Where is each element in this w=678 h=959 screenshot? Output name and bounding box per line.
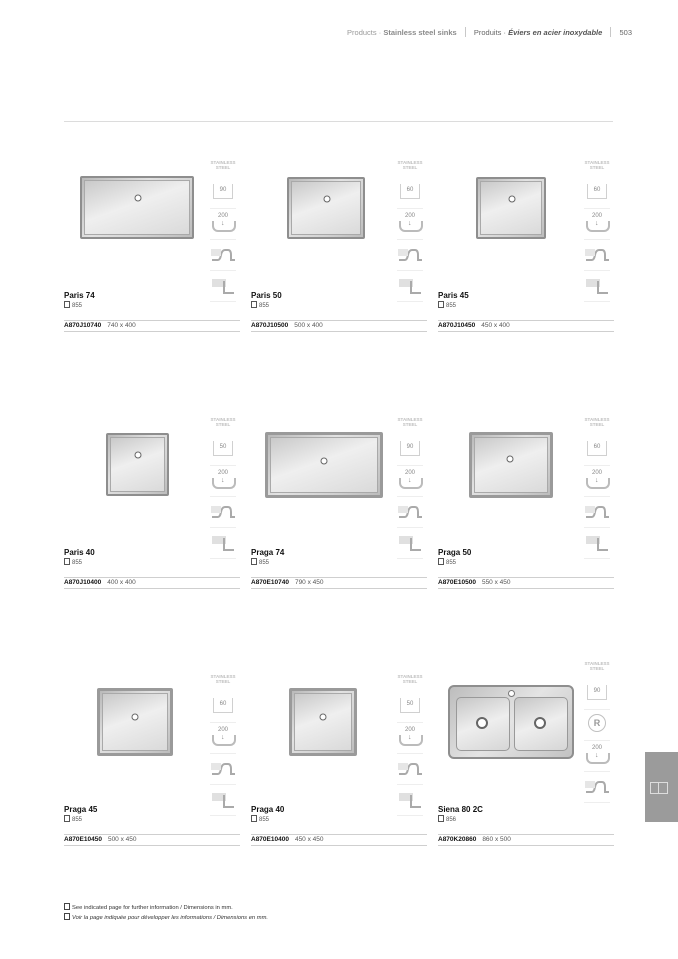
product-card[interactable] — [251, 417, 427, 627]
product-code-row — [438, 834, 614, 846]
stainless-steel-icon: STAINLESS STEEL — [397, 674, 423, 684]
page-reference: 855 — [438, 558, 456, 566]
undermount-icon — [210, 532, 236, 559]
cabinet-width-icon: 60 — [584, 182, 610, 209]
product-dimensions: 450 x 400 — [481, 322, 510, 329]
cabinet-width-icon: 90 — [397, 439, 423, 466]
inset-mount-icon — [210, 501, 236, 528]
page-reference: 855 — [64, 558, 82, 566]
page-icon — [251, 815, 257, 822]
tap-hole — [508, 690, 515, 697]
inset-mount-icon — [397, 758, 423, 785]
drain-icon — [507, 456, 514, 463]
bowl-depth-icon: 200 ↓ — [584, 213, 610, 240]
product-card[interactable] — [64, 674, 240, 884]
product-code: A870E10740 — [251, 579, 289, 586]
drain-icon — [476, 717, 488, 729]
sink-image — [97, 688, 173, 756]
page-icon — [438, 301, 444, 308]
product-code-row — [438, 577, 614, 589]
sink-image — [469, 432, 553, 498]
product-name: Praga 40 — [251, 805, 285, 814]
stainless-steel-icon: STAINLESS STEEL — [584, 417, 610, 427]
product-code: A870K20860 — [438, 836, 477, 843]
product-name: Praga 50 — [438, 548, 472, 557]
bowl-depth-icon: 200 ↓ — [210, 727, 236, 754]
feature-icons — [210, 674, 240, 820]
sink-image — [80, 176, 194, 239]
drain-icon — [534, 717, 546, 729]
undermount-icon — [210, 789, 236, 816]
undermount-icon — [397, 789, 423, 816]
page-reference: 855 — [438, 301, 456, 309]
bowl-depth-icon: 200 ↓ — [210, 213, 236, 240]
top-rule — [64, 121, 613, 122]
cabinet-width-icon: 90 — [210, 182, 236, 209]
product-name: Paris 40 — [64, 548, 95, 557]
stainless-steel-icon: STAINLESS STEEL — [397, 160, 423, 170]
product-code-row — [251, 320, 427, 332]
cabinet-width-icon: 60 — [397, 182, 423, 209]
stainless-steel-icon: STAINLESS STEEL — [210, 674, 236, 684]
drain-icon — [509, 196, 516, 203]
page-reference: 855 — [251, 301, 269, 309]
product-name: Paris 74 — [64, 291, 95, 300]
product-card[interactable] — [251, 160, 427, 370]
header-divider — [610, 27, 611, 37]
page-reference: 856 — [438, 815, 456, 823]
stainless-steel-icon: STAINLESS STEEL — [397, 417, 423, 427]
product-code: A870E10400 — [251, 836, 289, 843]
product-code: A870E10500 — [438, 579, 476, 586]
cabinet-width-icon: 50 — [397, 696, 423, 723]
feature-icons — [584, 661, 614, 807]
breadcrumb-products-fr: Produits — [473, 28, 502, 37]
product-code-row — [251, 834, 427, 846]
sink-image — [287, 177, 365, 239]
product-dimensions: 500 x 450 — [107, 836, 137, 843]
page-icon — [251, 558, 257, 565]
cabinet-width-icon: 60 — [584, 439, 610, 466]
product-dimensions: 550 x 450 — [481, 579, 511, 586]
sink-image — [265, 432, 383, 498]
stainless-steel-icon: STAINLESS STEEL — [584, 661, 610, 671]
feature-icons — [210, 160, 240, 306]
product-dimensions: 450 x 450 — [294, 836, 324, 843]
sink-image — [289, 688, 357, 756]
page-header: Products · Stainless steel sinks Produits · Éviers en acier inoxydable 503 — [347, 28, 632, 37]
feature-icons — [397, 160, 427, 306]
inset-mount-icon — [584, 776, 610, 803]
page-icon — [64, 903, 70, 910]
page-icon — [438, 558, 444, 565]
undermount-icon — [584, 532, 610, 559]
product-name: Paris 50 — [251, 291, 282, 300]
inset-mount-icon — [584, 501, 610, 528]
product-dimensions: 740 x 400 — [107, 322, 136, 329]
product-name: Siena 80 2C — [438, 805, 483, 814]
product-code: A870J10450 — [438, 322, 476, 329]
drain-icon — [324, 196, 331, 203]
inset-mount-icon — [397, 501, 423, 528]
feature-icons — [210, 417, 240, 563]
cabinet-width-icon: 90 — [584, 683, 610, 710]
product-code: A870J10500 — [251, 322, 289, 329]
sink-image — [448, 685, 574, 759]
feature-icons — [397, 417, 427, 563]
stainless-steel-icon: STAINLESS STEEL — [584, 160, 610, 170]
product-card[interactable] — [64, 160, 240, 370]
product-code-row — [64, 320, 240, 332]
product-code-row — [64, 834, 240, 846]
product-card[interactable] — [64, 417, 240, 627]
undermount-icon — [584, 275, 610, 302]
header-divider — [465, 27, 466, 37]
feature-icons — [584, 160, 614, 306]
undermount-icon — [210, 275, 236, 302]
drain-icon — [320, 714, 327, 721]
sink-image — [476, 177, 546, 239]
undermount-icon — [397, 532, 423, 559]
page-number: 503 — [619, 28, 632, 37]
bowl-depth-icon: 200 ↓ — [584, 745, 610, 772]
product-dimensions: 860 x 500 — [482, 836, 511, 843]
page-icon — [438, 815, 444, 822]
section-tab[interactable] — [645, 752, 678, 822]
product-dimensions: 500 x 400 — [294, 322, 323, 329]
drain-icon — [132, 714, 139, 721]
stainless-steel-icon: STAINLESS STEEL — [210, 417, 236, 427]
bowl-depth-icon: 200 ↓ — [397, 727, 423, 754]
product-card[interactable] — [251, 674, 427, 884]
stainless-steel-icon: STAINLESS STEEL — [210, 160, 236, 170]
product-card[interactable] — [438, 417, 614, 627]
product-code: A870E10450 — [64, 836, 102, 843]
product-name: Praga 74 — [251, 548, 285, 557]
product-card[interactable] — [438, 160, 614, 370]
bowl-depth-icon: 200 ↓ — [210, 470, 236, 497]
reversible-icon: R — [584, 714, 610, 741]
page-icon — [64, 558, 70, 565]
page-icon — [64, 913, 70, 920]
product-name: Praga 45 — [64, 805, 98, 814]
sink-tab-icon — [650, 782, 668, 794]
product-code: A870J10400 — [64, 579, 102, 586]
page-reference: 855 — [64, 301, 82, 309]
product-code-row — [251, 577, 427, 589]
product-code-row — [438, 320, 614, 332]
page-reference: 855 — [251, 558, 269, 566]
inset-mount-icon — [584, 244, 610, 271]
product-card[interactable] — [438, 661, 614, 884]
sink-image — [106, 433, 169, 496]
cabinet-width-icon: 60 — [210, 696, 236, 723]
feature-icons — [397, 674, 427, 820]
product-dimensions: 790 x 450 — [294, 579, 324, 586]
page-reference: 855 — [64, 815, 82, 823]
product-name: Paris 45 — [438, 291, 469, 300]
page-icon — [251, 301, 257, 308]
cabinet-width-icon: 50 — [210, 439, 236, 466]
drain-icon — [135, 452, 142, 459]
bowl-depth-icon: 200 ↓ — [397, 470, 423, 497]
breadcrumb-products-en: Products — [347, 28, 377, 37]
inset-mount-icon — [210, 758, 236, 785]
drain-icon — [135, 195, 142, 202]
product-code: A870J10740 — [64, 322, 102, 329]
product-dimensions: 400 x 400 — [107, 579, 136, 586]
inset-mount-icon — [210, 244, 236, 271]
page-icon — [64, 301, 70, 308]
bowl-depth-icon: 200 ↓ — [584, 470, 610, 497]
breadcrumb-section-en: Stainless steel sinks — [383, 28, 457, 37]
feature-icons — [584, 417, 614, 563]
inset-mount-icon — [397, 244, 423, 271]
breadcrumb-section-fr: Éviers en acier inoxydable — [508, 28, 603, 37]
page-reference: 855 — [251, 815, 269, 823]
product-code-row — [64, 577, 240, 589]
footnote-fr: Voir la page indiquée pour développer les informations / Dimensions en mm. — [64, 913, 268, 921]
footnote-en: See indicated page for further information / Dimensions in mm. — [64, 903, 233, 911]
undermount-icon — [397, 275, 423, 302]
bowl-depth-icon: 200 ↓ — [397, 213, 423, 240]
page-icon — [64, 815, 70, 822]
drain-icon — [321, 458, 328, 465]
